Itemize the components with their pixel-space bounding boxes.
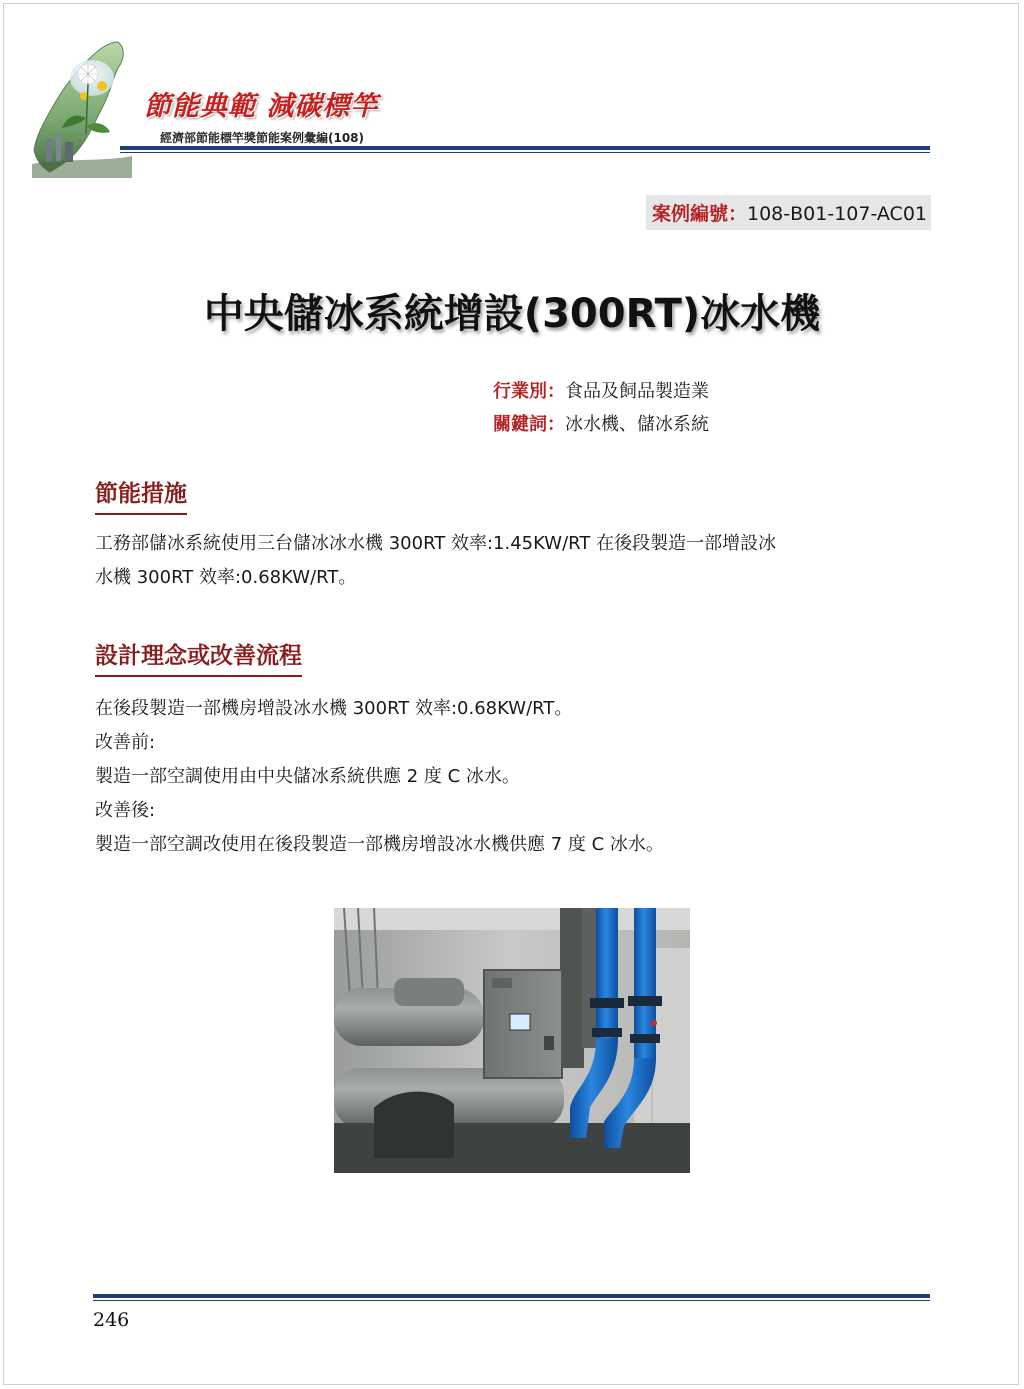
section-measures-body (95, 527, 776, 595)
section-heading-measures: 節能措施 (95, 475, 187, 515)
paragraph-line: 製造一部空調改使用在後段製造一部機房增設冰水機供應 7 度 C 冰水。 (95, 834, 664, 855)
paragraph-line: 水機 300RT 效率:0.68KW/RT。 (95, 567, 357, 588)
chiller-photo (334, 908, 690, 1173)
header-title: 節能典範 減碳標竿 (144, 91, 379, 122)
taiwan-map-logo-icon (22, 38, 142, 178)
case-number-box (646, 195, 931, 230)
keywords-value: 冰水機、儲冰系統 (565, 414, 709, 435)
footer-divider (93, 1294, 930, 1298)
industry-value: 食品及飼品製造業 (565, 381, 709, 402)
case-number-value: 108-B01-107-AC01 (747, 203, 927, 225)
paragraph-line: 製造一部空調使用由中央儲冰系統供應 2 度 C 冰水。 (95, 766, 520, 787)
case-number-label: 案例編號： (651, 203, 747, 225)
page-number: 246 (93, 1309, 130, 1331)
header-subtitle: 經濟部節能標竿獎節能案例彙編(108) (160, 131, 365, 145)
section-design-body (95, 692, 664, 862)
keywords-label: 關鍵詞： (493, 414, 565, 435)
paragraph-line: 改善後: (95, 800, 156, 821)
paragraph-line: 改善前: (95, 732, 156, 753)
header-divider-thin (120, 152, 930, 153)
header-divider (120, 146, 930, 150)
paragraph-line: 在後段製造一部機房增設冰水機 300RT 效率:0.68KW/RT。 (95, 698, 573, 719)
paragraph-line: 工務部儲冰系統使用三台儲冰冰水機 300RT 效率:1.45KW/RT 在後段製造一部增設冰 (95, 533, 777, 554)
footer-divider-thin (93, 1300, 930, 1301)
industry-line (493, 377, 709, 403)
keywords-line (493, 410, 709, 436)
section-heading-design: 設計理念或改善流程 (95, 637, 302, 677)
page-title: 中央儲冰系統增設(300RT)冰水機 (203, 291, 821, 337)
industry-label: 行業別： (493, 381, 565, 402)
